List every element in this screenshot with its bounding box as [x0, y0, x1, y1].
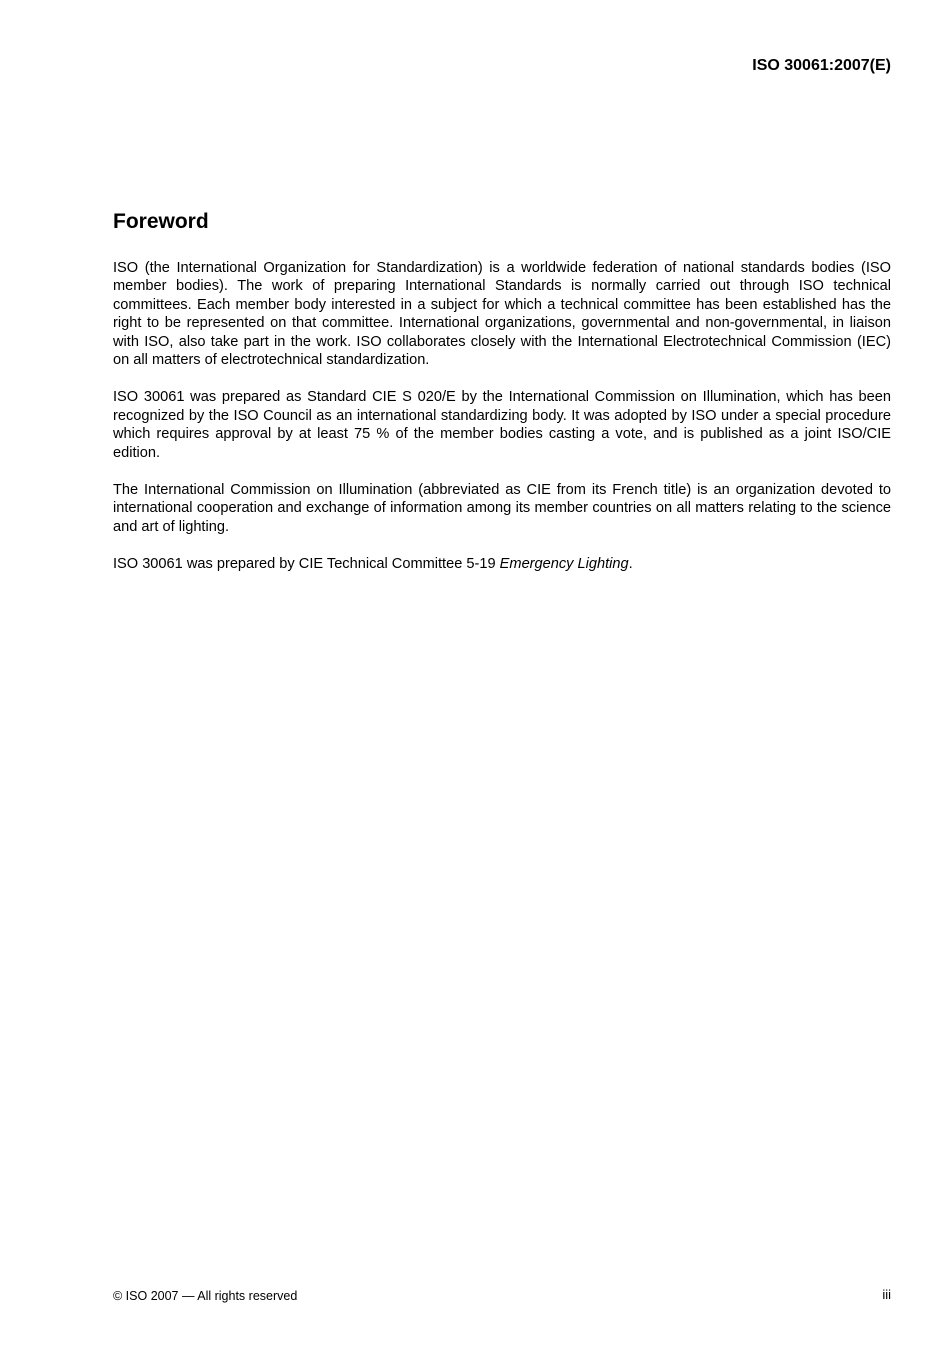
paragraph-iso-federation: ISO (the International Organization for Standardization) is a worldwide federation of national standards bodies (ISO member bodies). The work of preparing International Standards is normally carried out through ISO technical committees. Each member body interested in a subject for which a technical committee has been established has the right to be represented on that committee. International organizations, governmental and non-governmental, in liaison with ISO, also take part in the work. ISO collaborates closely with the International Electrotechnical Commission (IEC) on all matters of electrotechnical standardization.	[113, 260, 891, 369]
tc-text-prefix: ISO 30061 was prepared by CIE Technical Committee 5-19	[113, 556, 500, 573]
document-identifier: ISO 30061:2007(E)	[752, 57, 891, 74]
paragraph-cie-standard: ISO 30061 was prepared as Standard CIE S 020/E by the International Commission on Illumination, which has been recognized by the ISO Council as an international standardizing body. It was adopted by ISO under a special procedure which requires approval by at least 75 % of the member bodies casting a vote, and is published as a joint ISO/CIE edition.	[113, 389, 891, 461]
copyright-notice: © ISO 2007 — All rights reserved	[113, 1289, 298, 1303]
paragraph-technical-committee	[113, 555, 891, 573]
tc-title-italic: Emergency Lighting	[499, 556, 629, 573]
page-title: Foreword	[113, 210, 209, 233]
tc-text-suffix: .	[628, 556, 633, 573]
page-number: iii	[882, 1287, 891, 1302]
foreword-body	[113, 259, 891, 593]
paragraph-cie-description: The International Commission on Illumination (abbreviated as CIE from its French title) is an organization devoted to international cooperation and exchange of information among its member countries on all matters relating to the science and art of lighting.	[113, 482, 891, 535]
